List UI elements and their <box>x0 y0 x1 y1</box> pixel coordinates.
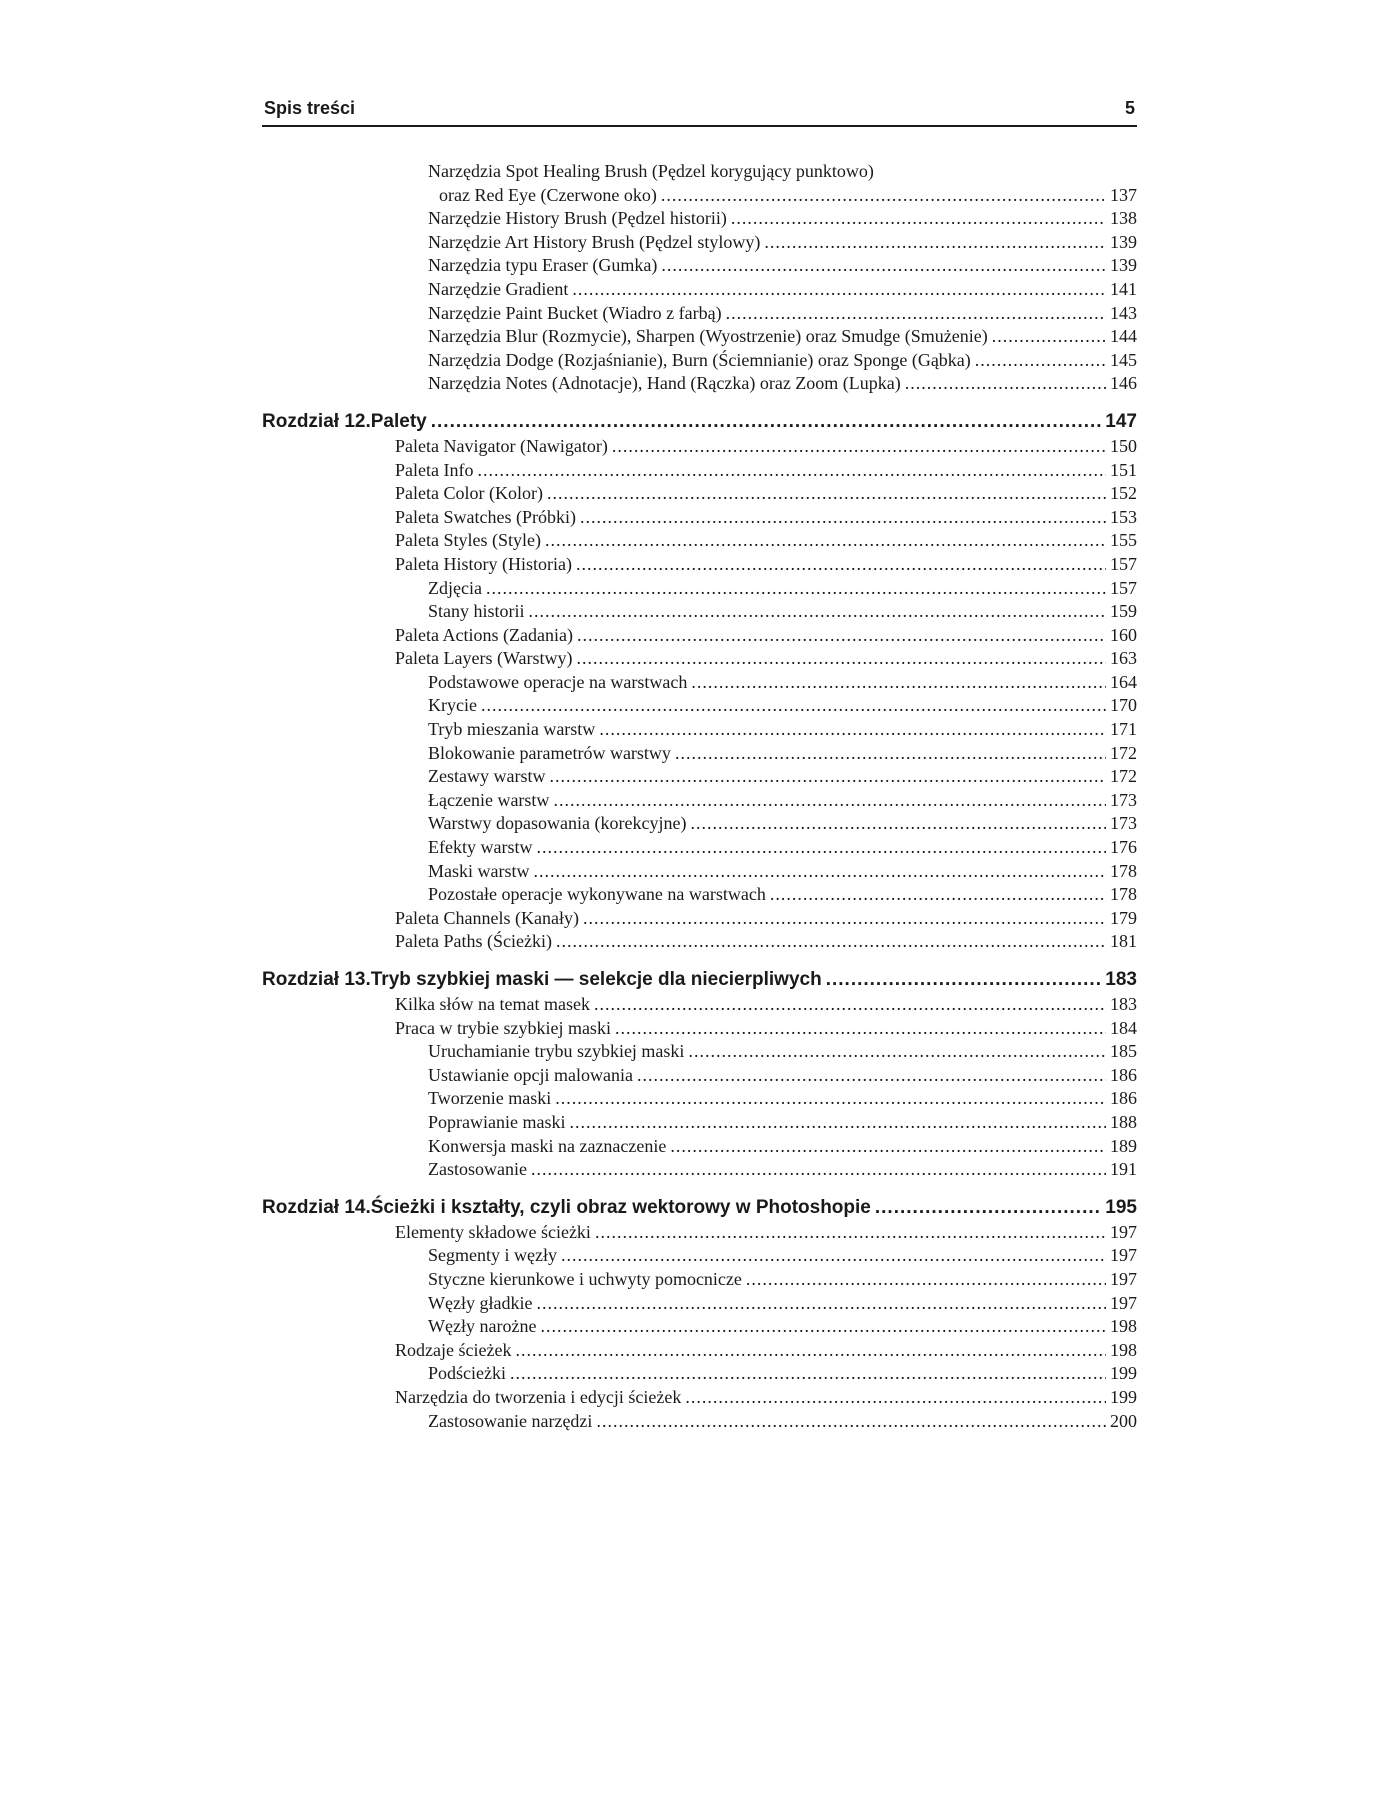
toc-entry[interactable] <box>262 529 1137 553</box>
dot-leader <box>596 1410 1106 1434</box>
dot-leader <box>561 1244 1106 1268</box>
entry-title: Narzędzia do tworzenia i edycji ścieżek <box>395 1386 682 1407</box>
entry-page-number: 138 <box>1110 208 1137 229</box>
dot-leader <box>431 409 1102 435</box>
header-title: Spis treści <box>264 98 356 118</box>
entry-page-number: 178 <box>1110 884 1137 905</box>
toc-chapter-entry[interactable] <box>262 967 1137 993</box>
dot-leader <box>547 482 1106 506</box>
toc-entry[interactable] <box>262 742 1137 766</box>
dot-leader <box>905 372 1106 396</box>
dot-leader <box>583 907 1106 931</box>
dot-leader <box>545 529 1106 553</box>
entry-page-number: 173 <box>1110 813 1137 834</box>
entry-title: Tworzenie maski <box>428 1088 552 1109</box>
entry-page-number: 163 <box>1110 648 1137 669</box>
entry-page-number: 198 <box>1110 1316 1137 1337</box>
entry-title: Paleta Actions (Zadania) <box>395 624 573 645</box>
entry-title: Paleta History (Historia) <box>395 553 572 574</box>
entry-page-number: 146 <box>1110 373 1137 394</box>
entry-page-number: 197 <box>1110 1245 1137 1266</box>
dot-leader <box>615 1017 1106 1041</box>
entry-page-number: 188 <box>1110 1111 1137 1132</box>
chapter-number: Rozdział 14. <box>262 1196 371 1218</box>
dot-leader <box>576 553 1106 577</box>
dot-leader <box>594 993 1106 1017</box>
entry-page-number: 160 <box>1110 624 1137 645</box>
entry-title: Maski warstw <box>428 860 530 881</box>
entry-title: Paleta Swatches (Próbki) <box>395 506 576 527</box>
entry-page-number: 191 <box>1110 1159 1137 1180</box>
entry-page-number: 176 <box>1110 837 1137 858</box>
entry-page-number: 184 <box>1110 1017 1137 1038</box>
entry-title: Narzędzia Dodge (Rozjaśnianie), Burn (Ściemnianie) oraz Sponge (Gąbka) <box>428 349 971 370</box>
entry-page-number: 143 <box>1110 302 1137 323</box>
entry-page-number: 198 <box>1110 1339 1137 1360</box>
dot-leader <box>486 577 1106 601</box>
entry-page-number: 186 <box>1110 1088 1137 1109</box>
entry-title: Zastosowanie <box>428 1159 527 1180</box>
dot-leader <box>688 1040 1106 1064</box>
entry-page-number: 164 <box>1110 671 1137 692</box>
dot-leader <box>549 765 1106 789</box>
entry-page-number: 147 <box>1105 410 1137 432</box>
entry-title: Blokowanie parametrów warstwy <box>428 742 671 763</box>
dot-leader <box>826 967 1102 993</box>
entry-title: Efekty warstw <box>428 837 533 858</box>
entry-page-number: 186 <box>1110 1064 1137 1085</box>
entry-page-number: 141 <box>1110 278 1137 299</box>
entry-page-number: 153 <box>1110 506 1137 527</box>
dot-leader <box>746 1268 1106 1292</box>
toc-entry[interactable] <box>262 1064 1137 1088</box>
entry-page-number: 199 <box>1110 1363 1137 1384</box>
entry-page-number: 200 <box>1110 1410 1137 1431</box>
entry-page-number: 159 <box>1110 601 1137 622</box>
entry-title: Segmenty i węzły <box>428 1245 557 1266</box>
entry-page-number: 151 <box>1110 459 1137 480</box>
entry-title: Stany historii <box>428 601 525 622</box>
entry-title: Rodzaje ścieżek <box>395 1339 512 1360</box>
entry-title: Podścieżki <box>428 1363 506 1384</box>
dot-leader <box>975 349 1106 373</box>
entry-title: Tryb szybkiej maski — selekcje dla niecierpliwych <box>370 969 822 990</box>
entry-page-number: 197 <box>1110 1268 1137 1289</box>
entry-title: Paleta Channels (Kanały) <box>395 907 579 928</box>
toc-entry[interactable] <box>262 883 1137 907</box>
dot-leader <box>534 860 1107 884</box>
toc-entry[interactable] <box>262 577 1137 601</box>
entry-title: Tryb mieszania warstw <box>428 719 596 740</box>
dot-leader <box>770 883 1106 907</box>
toc-entry[interactable] <box>262 184 1137 208</box>
dot-leader <box>577 624 1106 648</box>
toc-entry[interactable] <box>262 1221 1137 1245</box>
dot-leader <box>569 1111 1106 1135</box>
entry-title: Kilka słów na temat masek <box>395 994 590 1014</box>
entry-page-number: 181 <box>1110 931 1137 952</box>
dot-leader <box>670 1135 1106 1159</box>
entry-page-number: 189 <box>1110 1135 1137 1156</box>
entry-title: Paleta Layers (Warstwy) <box>395 648 573 669</box>
entry-page-number: 139 <box>1110 231 1137 252</box>
toc-entry[interactable] <box>262 1111 1137 1135</box>
toc-entry[interactable] <box>262 1410 1137 1434</box>
entry-title: Węzły gładkie <box>428 1292 533 1313</box>
entry-page-number: 185 <box>1110 1041 1137 1062</box>
dot-leader <box>595 1221 1106 1245</box>
dot-leader <box>580 506 1106 530</box>
entry-title: Ustawianie opcji malowania <box>428 1064 633 1085</box>
entry-title: Konwersja maski na zaznaczenie <box>428 1135 667 1156</box>
toc-entry[interactable] <box>262 1339 1137 1363</box>
entry-title: Warstwy dopasowania (korekcyjne) <box>428 813 687 834</box>
entry-page-number: 137 <box>1110 184 1137 205</box>
entry-title: Łączenie warstw <box>428 789 550 810</box>
dot-leader <box>764 231 1106 255</box>
dot-leader <box>685 1386 1106 1410</box>
toc-entry[interactable] <box>262 1268 1137 1292</box>
entry-page-number: 157 <box>1110 553 1137 574</box>
entry-page-number: 157 <box>1110 577 1137 598</box>
entry-title: Narzędzie Paint Bucket (Wiadro z farbą) <box>428 302 722 323</box>
entry-page-number: 183 <box>1105 969 1137 990</box>
dot-leader <box>536 1292 1106 1316</box>
toc-entry[interactable] <box>262 1362 1137 1386</box>
dot-leader <box>477 459 1106 483</box>
entry-page-number: 173 <box>1110 789 1137 810</box>
entry-page-number: 170 <box>1110 695 1137 716</box>
dot-leader <box>731 207 1106 231</box>
toc-entry[interactable] <box>262 836 1137 860</box>
dot-leader <box>515 1339 1106 1363</box>
entry-page-number: 152 <box>1110 483 1137 504</box>
toc-entry[interactable] <box>262 254 1137 278</box>
entry-title: Narzędzia Blur (Rozmycie), Sharpen (Wyostrzenie) oraz Smudge (Smużenie) <box>428 326 988 347</box>
toc-entry[interactable] <box>262 907 1137 931</box>
entry-title: Ścieżki i kształty, czyli obraz wektorowy w Photoshopie <box>370 1196 871 1218</box>
entry-page-number: 172 <box>1110 766 1137 787</box>
entry-title: Paleta Paths (Ścieżki) <box>395 931 552 952</box>
entry-title: oraz Red Eye (Czerwone oko) <box>439 184 657 205</box>
entry-title: Narzędzia Notes (Adnotacje), Hand (Rączka) oraz Zoom (Lupka) <box>428 373 901 394</box>
toc-entry[interactable] <box>262 207 1137 231</box>
entry-title: Narzędzie History Brush (Pędzel historii) <box>428 208 727 229</box>
toc-entry[interactable] <box>262 694 1137 718</box>
toc-entry[interactable] <box>262 1158 1137 1182</box>
entry-page-number: 172 <box>1110 742 1137 763</box>
toc-entry[interactable] <box>262 812 1137 836</box>
dot-leader <box>875 1195 1101 1221</box>
dot-leader <box>599 718 1106 742</box>
entry-title: Paleta Info <box>395 459 474 480</box>
entry-title: Podstawowe operacje na warstwach <box>428 671 688 692</box>
entry-title: Narzędzia Spot Healing Brush (Pędzel korygujący punktowo) <box>428 161 874 181</box>
toc-entry[interactable] <box>262 372 1137 396</box>
entry-page-number: 171 <box>1110 719 1137 740</box>
toc-entry[interactable] <box>262 459 1137 483</box>
entry-page-number: 139 <box>1110 255 1137 276</box>
dot-leader <box>691 671 1106 695</box>
toc-entry[interactable] <box>262 506 1137 530</box>
dot-leader <box>555 1087 1106 1111</box>
toc-entry[interactable] <box>262 993 1137 1017</box>
dot-leader <box>540 1315 1106 1339</box>
entry-page-number: 197 <box>1110 1221 1137 1242</box>
entry-title: Narzędzia typu Eraser (Gumka) <box>428 255 658 276</box>
toc-entry[interactable] <box>262 930 1137 954</box>
toc-entry[interactable] <box>262 553 1137 577</box>
toc-entry[interactable] <box>262 647 1137 671</box>
dot-leader <box>556 930 1106 954</box>
entry-page-number: 195 <box>1105 1196 1137 1218</box>
entry-page-number: 199 <box>1110 1386 1137 1407</box>
dot-leader <box>481 694 1106 718</box>
toc-entry[interactable] <box>262 1135 1137 1159</box>
toc-entry[interactable] <box>262 160 1137 184</box>
toc-entry[interactable] <box>262 624 1137 648</box>
dot-leader <box>612 435 1106 459</box>
dot-leader <box>510 1362 1106 1386</box>
dot-leader <box>690 812 1106 836</box>
toc-entry[interactable] <box>262 765 1137 789</box>
toc-entry[interactable] <box>262 718 1137 742</box>
toc-entry[interactable] <box>262 482 1137 506</box>
toc-entry[interactable] <box>262 600 1137 624</box>
entry-page-number: 144 <box>1110 326 1137 347</box>
entry-title: Palety <box>370 410 427 432</box>
dot-leader <box>529 600 1106 624</box>
dot-leader <box>661 184 1106 208</box>
dot-leader <box>992 325 1106 349</box>
running-header <box>262 96 1137 124</box>
entry-title: Zestawy warstw <box>428 766 546 787</box>
entry-title: Paleta Color (Kolor) <box>395 483 543 504</box>
dot-leader <box>661 254 1106 278</box>
toc-chapter-entry[interactable] <box>262 409 1137 435</box>
dot-leader <box>531 1158 1106 1182</box>
entry-page-number: 178 <box>1110 860 1137 881</box>
entry-title: Krycie <box>428 695 477 716</box>
chapter-number: Rozdział 13. <box>262 969 371 990</box>
toc-entry[interactable] <box>262 1017 1137 1041</box>
entry-title: Paleta Styles (Style) <box>395 530 541 551</box>
entry-title: Zdjęcia <box>428 577 482 598</box>
entry-page-number: 155 <box>1110 530 1137 551</box>
toc-entry[interactable] <box>262 671 1137 695</box>
toc-entry[interactable] <box>262 349 1137 373</box>
dot-leader <box>572 278 1106 302</box>
toc-entry[interactable] <box>262 1040 1137 1064</box>
toc-entry[interactable] <box>262 325 1137 349</box>
header-page-number: 5 <box>1124 98 1135 118</box>
entry-title: Elementy składowe ścieżki <box>395 1221 591 1242</box>
entry-page-number: 150 <box>1110 435 1137 456</box>
toc-entry[interactable] <box>262 278 1137 302</box>
entry-title: Poprawianie maski <box>428 1111 566 1132</box>
dot-leader <box>576 647 1106 671</box>
entry-title: Pozostałe operacje wykonywane na warstwach <box>428 884 766 905</box>
toc-entry[interactable] <box>262 1087 1137 1111</box>
entry-page-number: 183 <box>1110 994 1137 1014</box>
toc-entry[interactable] <box>262 435 1137 459</box>
toc-entry[interactable] <box>262 1244 1137 1268</box>
entry-title: Uruchamianie trybu szybkiej maski <box>428 1041 685 1062</box>
entry-page-number: 145 <box>1110 349 1137 370</box>
entry-title: Paleta Navigator (Nawigator) <box>395 435 608 456</box>
entry-title: Zastosowanie narzędzi <box>428 1410 593 1431</box>
toc-entry[interactable] <box>262 1315 1137 1339</box>
toc-chapter-entry[interactable] <box>262 1195 1137 1221</box>
entry-title: Węzły narożne <box>428 1316 537 1337</box>
toc-entry[interactable] <box>262 860 1137 884</box>
toc-entry[interactable] <box>262 1292 1137 1316</box>
entry-page-number: 197 <box>1110 1292 1137 1313</box>
header-rule <box>262 125 1137 127</box>
dot-leader <box>726 302 1106 326</box>
entry-title: Styczne kierunkowe i uchwyty pomocnicze <box>428 1268 742 1289</box>
table-of-contents <box>262 160 1137 1433</box>
dot-leader <box>536 836 1106 860</box>
toc-entry[interactable] <box>262 231 1137 255</box>
entry-title: Narzędzie Gradient <box>428 278 569 299</box>
dot-leader <box>553 789 1106 813</box>
toc-entry[interactable] <box>262 789 1137 813</box>
dot-leader <box>637 1064 1106 1088</box>
chapter-number: Rozdział 12. <box>262 410 371 432</box>
entry-title: Narzędzie Art History Brush (Pędzel stylowy) <box>428 231 761 252</box>
toc-entry[interactable] <box>262 302 1137 326</box>
dot-leader <box>675 742 1106 766</box>
entry-page-number: 179 <box>1110 907 1137 928</box>
toc-entry[interactable] <box>262 1386 1137 1410</box>
entry-title: Praca w trybie szybkiej maski <box>395 1017 611 1038</box>
